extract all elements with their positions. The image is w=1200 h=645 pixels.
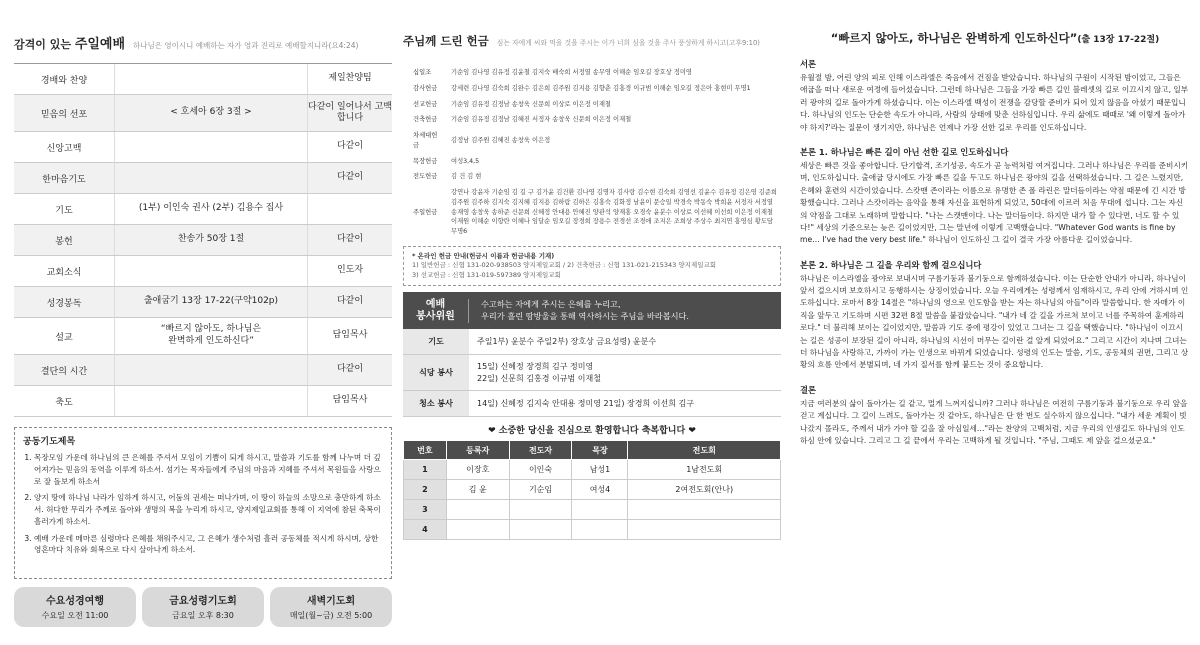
prayer-title: 공동기도제목 [23, 437, 76, 447]
offering-column [403, 0, 781, 645]
prayer-box [14, 427, 392, 579]
sermon-section [800, 259, 1190, 372]
worship-item-detail [114, 318, 308, 354]
offering-names: 기순임 김유정 김정남 송창욱 신문희 이상로 이은정 이재철 [451, 100, 611, 108]
worship-title-prefix: 감격이 있는 [14, 38, 71, 51]
table-cell: 4 [404, 520, 447, 540]
worship-row [14, 194, 392, 225]
table-row [404, 500, 781, 520]
worship-item-detail [114, 287, 308, 317]
worship-row [14, 386, 392, 417]
table-cell [572, 520, 628, 540]
worship-item-label: 축도 [55, 397, 73, 408]
table-cell [572, 500, 628, 520]
worship-row [14, 95, 392, 132]
meeting-buttons [14, 587, 392, 627]
table-row [404, 460, 781, 480]
offering-label: 주일헌금 [413, 208, 438, 216]
meeting-button[interactable] [142, 587, 264, 627]
worship-row [14, 132, 392, 163]
worship-item-leader: 담임목사 [332, 395, 368, 406]
sermon-reference: (출 13장 17-22절) [1077, 35, 1160, 45]
table-cell: 1남전도회 [628, 460, 781, 480]
offering-names: 여성3,4,5 [451, 157, 480, 165]
worship-row [14, 318, 392, 355]
sermon-title-text: “빠르지 않아도, 하나님은 완벽하게 인도하신다” [830, 31, 1078, 45]
worship-title-main: 주일예배 [74, 37, 126, 52]
offering-names: 기순임 김유정 김정남 김혜진 서정자 송창욱 신문희 이은정 이재철 [451, 116, 632, 124]
table-cell: 2 [404, 480, 447, 500]
sermon-section-heading: 본론 1. 하나님은 빠른 길이 아닌 선한 길로 인도하십니다 [800, 146, 1009, 157]
sermon-section-body: 하나님은 이스라엘을 광야로 보내시며 구름기둥과 불기둥으로 함께하셨습니다. 이는 단순한 안내가 아니라, 하나님이 앞서 걸으시며 보호하시고 동행하시는 상징이었습니다. 오늘 우리에게는 성령께서 임재하시고, 우리 안에 거하시며 인도하십니다. 로마서 8장 14절은 "하나님의 영으로 인도함을 받는 자는 하나님의 아들"이라 말씀합니다. 한 자매가 이직을 앞두고 기도하며 시편 32편 8절 말씀을 붙잡았습니다. "내가 네 갈 길을 가르쳐 보이고 너를 주목하여 훈계하리로다." 더 불리해 보이는 길이었지만, 말씀과 기도 중에 평강이 있었고 그녀는 그 길을 택했습니다. "하나님이 이끄시는 길은 성공이 보장된 길이 아니라, 하나님의 시선이 머무는 길이란 걸 알게 되었어요." 그리고 시간이 지나며 그녀는 더 하나님을 사랑하고, 가까이 가는 인생으로 바뀌게 되었습니다. 성령의 인도는 말씀, 기도, 공동체의 권면, 그리고 상황의 흐름 안에서 분별되며, 네 가지 질서를 함께 붙드는 것이 중요합니다. [800, 273, 1189, 370]
worship-item-detail-text: 출애굽기 13장 17-22(구약102p) [143, 296, 279, 307]
worship-item-leader: 담임목사 [332, 330, 368, 341]
table-header-cell: 등록자 [446, 441, 509, 460]
worship-item-label: 경배와 찬양 [40, 75, 88, 86]
table-cell: 3 [404, 500, 447, 520]
worship-item-label: 교회소식 [46, 267, 82, 278]
table-cell: 이인숙 [509, 460, 572, 480]
table-header-cell: 전도자 [509, 441, 572, 460]
offering-row [403, 97, 781, 113]
worship-item-detail [114, 132, 308, 162]
worship-item-detail [114, 64, 308, 94]
prayer-list [23, 452, 383, 556]
meeting-button-time: 금요일 오후 8:30 [172, 611, 234, 620]
worship-item-label: 결단의 시간 [40, 366, 88, 377]
worship-header [14, 0, 392, 52]
service-message-2: 우리가 흘린 땀방울을 통해 역사하시는 주님을 바라봅시다. [481, 310, 690, 321]
worship-item-leader: 다같이 [336, 364, 364, 375]
offering-label: 선교헌금 [413, 100, 438, 108]
meeting-button[interactable] [14, 587, 136, 627]
worship-item-detail [114, 355, 308, 385]
sermon-section-body: 유월절 밤, 어린 양의 피로 인해 이스라엘은 죽음에서 건짐을 받았습니다. 하나님의 구원이 시작된 밤이었고, 그들은 애굽을 떠나 새로운 여정에 들어섰습니다. 그런데 하나님은 그들을 가장 빠른 길인 블레셋의 길로 이끄시지 않고, 일부러 광야의 길로 돌아가게 하셨습니다. 이는 이스라엘 백성이 전쟁을 감당할 준비가 되어 있지 않음을 아셨기 때문입니다. 하나님의 인도는 단순한 속도가 아니라, 사람의 상태에 맞춘 선하심입니다. 우리 삶에도 때때로 '왜 이렇게 돌아가야 하지?'라는 질문이 생기지만, 하나님은 언제나 가장 선한 길로 우리를 인도하십니다. [800, 73, 1189, 132]
worship-item-leader: 인도자 [336, 265, 364, 276]
online-offering-notice [403, 246, 781, 286]
meeting-button-title: 금요성령기도회 [169, 596, 237, 607]
table-header-cell: 전도회 [628, 441, 781, 460]
table-cell [509, 500, 572, 520]
prayer-item: 3. 예배 가운데 메마른 심령마다 은혜를 채워주시고, 그 은혜가 생수처럼 흘러 공동체를 적시게 하시며, 상한 영혼마다 치유와 회복으로 다시 살아나게 하소서. [34, 533, 383, 557]
service-row [403, 391, 781, 417]
offering-label: 십일조 [413, 69, 432, 76]
service-label [403, 299, 469, 323]
sermon-section-body: 세상은 빠른 것을 좋아합니다. 단기합격, 조기성공, 속도가 곧 능력처럼 여겨집니다. 그러나 하나님은 우리를 준비시키며, 인도하십니다. 출애굽 당시에도 가장 빠른 길을 두고도 하나님은 광야의 길을 선택하셨습니다. 그 길은 느렸지만, 은혜와 훈련의 시간이었습니다. 스캇맨 존이라는 이름으로 유명한 존 폴 라린은 말더듬이라는 약점 때문에 긴 시간 방황했습니다. 그러나 스캇이라는 음악을 통해 자신을 표현하게 되었고, 50대에 이르러 처음 무대에 섭니다. 그는 자신의 약점을 그대로 노래하며 말합니다. "나는 스캣맨이다. 나는 말더듬이다. 하지만 내가 할 수 있다면, 너도 할 수 있다!" 세상의 기준으로는 늦은 길이었지만, 그는 말년에 이렇게 고백했습니다. "Whatever God wants is fine by me… I've had the very best life." 하나님이 인도하신 그 길이 결국 가장 아름다운 길이었습니다. [800, 160, 1189, 245]
worship-item-label: 성경봉독 [46, 298, 82, 309]
offering-verse: 심는 자에게 씨와 먹을 것을 주시는 이가 너희 심을 것을 주사 풍성하게 하시고(고후9:10) [496, 39, 760, 47]
offering-label: 건축헌금 [413, 116, 438, 124]
prayer-item: 1. 목장모임 가운데 하나님의 큰 은혜를 주셔서 모임이 기쁨이 되게 하시고, 말씀과 기도를 함께 나누며 더 깊어져가는 믿음의 동역을 이루게 하소서. 섬기는 목자들에게 주님의 마음과 지혜를 주셔서 목원들을 사랑으로 잘 돌보게 하소서 [34, 452, 383, 487]
worship-row [14, 225, 392, 256]
sermon-column [800, 0, 1190, 645]
table-cell: 김 윤 [446, 480, 509, 500]
table-cell [446, 500, 509, 520]
newcomer-table [403, 440, 781, 540]
table-row [404, 520, 781, 540]
meeting-button[interactable] [270, 587, 392, 627]
worship-item-leader: 다같이 [336, 141, 364, 152]
service-header [403, 292, 781, 329]
worship-row [14, 287, 392, 318]
offering-list [403, 65, 781, 240]
service-label-2: 봉사위원 [416, 310, 455, 322]
sermon-section [800, 58, 1190, 134]
table-cell [628, 520, 781, 540]
table-cell [509, 520, 572, 540]
newcomer-table-header [404, 441, 781, 460]
worship-item-detail-text: “빠르지 않아도, 하나님은 완벽하게 인도하신다” [160, 324, 262, 346]
offering-names: 강세련 김나영 김숙희 김완수 김은희 김주원 김지용 김향춘 김홍경 이규범 이해순 임오길 정은아 홍현미 무명1 [451, 84, 751, 92]
table-cell [446, 520, 509, 540]
worship-item-detail-text: 찬송가 50장 1절 [177, 234, 245, 245]
table-cell: 여성4 [572, 480, 628, 500]
worship-item-detail [114, 95, 308, 131]
meeting-button-time: 수요일 오전 11:00 [41, 611, 109, 620]
offering-row [403, 81, 781, 97]
sermon-section-heading: 본론 2. 하나님은 그 길을 우리와 함께 걸으십니다 [800, 259, 982, 270]
welcome-banner: ❤ 소중한 당신을 진심으로 환영합니다 축복합니다 ❤ [488, 426, 696, 437]
service-row [403, 355, 781, 391]
worship-item-leader: 제일찬양팀 [328, 73, 372, 84]
sermon-section-body: 지금 여러분의 삶이 돌아가는 길 같고, 멀게 느껴지십니까? 그러나 하나님은 여전히 구름기둥과 불기둥으로 우리 앞을 걷고 계십니다. 그 길이 느려도, 돌아가는 것 같아도, 하나님은 단 한 번도 실수하지 않으십니다. "내가 세운 계획이 빗나갔지 몰라도, 주께서 내가 가야 할 길을 잘 아심일세…"라는 찬양의 고백처럼, 지금 우리의 인생길도 하나님의 인도하심 안에 있습니다. 그리고 그 길 끝에서 우리는 고백하게 될 것입니다. "주님, 그때도 제 앞을 걸으셨군요." [800, 398, 1188, 445]
table-cell: 남성1 [572, 460, 628, 480]
service-message [469, 299, 781, 321]
service-row-text: 14일) 신혜정 김지숙 안대용 정미영 21일) 장경희 이선희 김구 [477, 398, 694, 408]
sermon-section-heading: 서론 [800, 59, 817, 69]
offering-names: 강연나 강윤자 기순임 김 길 구 김가윤 김건환 김나영 김명자 김사랑 김수현 김숙희 김영선 김윤수 김유정 김은영 김준희 김주원 김주하 김지숙 김지혜 김지용 김하람 김하은 김홍숙 김화정 남윤이 문승일 박경숙 박동숙 박희윤 서정자 서정열 송재영 송창욱 송하준 신문희 신혜정 안대용 안혜진 양관석 양재홍 오경숙 윤분수 이상로 이선혜 이선희 이은정 이재철 이재원 이해순 이향란 이혜나 임달순 임오길 장경희 장용수 전경선 조경애 조지은 조희상 주상수 최지연 홍영심 황도담 무명6 [451, 189, 778, 235]
table-cell: 2여전도회(안나) [628, 480, 781, 500]
offering-row [403, 169, 781, 185]
worship-item-label: 한마음기도 [42, 174, 86, 185]
offering-names: 김 건 김 현 [451, 173, 482, 181]
worship-row [14, 163, 392, 194]
table-row [404, 480, 781, 500]
notice-title: * 온라인 헌금 안내(헌금시 이름과 헌금내용 기재) [412, 251, 555, 260]
worship-verse: 하나님은 영이시니 예배하는 자가 영과 진리로 예배할지니라(요4:24) [133, 41, 359, 50]
worship-item-detail-text: (1부) 이인숙 권사 (2부) 김용수 집사 [138, 203, 284, 214]
offering-label: 차세대헌금 [413, 132, 438, 149]
worship-item-label: 신앙고백 [46, 143, 82, 154]
service-row-label: 기도 [403, 329, 469, 354]
service-row-text: 주일1부) 윤분수 주일2부) 장호상 금요성령) 윤분수 [477, 336, 657, 346]
meeting-button-title: 수요성경여행 [46, 596, 104, 607]
sermon-section [800, 146, 1190, 247]
offering-label: 목장헌금 [413, 157, 438, 165]
worship-item-leader: 다같이 일어나서 고백합니다 [308, 101, 392, 123]
worship-item-detail [114, 163, 308, 193]
worship-row [14, 256, 392, 287]
sermon-section-heading: 결론 [800, 384, 817, 395]
worship-item-detail-text: < 호세아 6장 3절 > [170, 107, 252, 118]
notice-line-2: 3) 선교헌금 : 신협 131-019-597389 양지제일교회 [412, 270, 561, 279]
sermon-title [800, 0, 1190, 46]
table-cell: 이장호 [446, 460, 509, 480]
meeting-button-time: 매일(월~금) 오전 5:00 [289, 611, 373, 620]
service-row [403, 329, 781, 355]
prayer-item: 2. 양지 땅에 하나님 나라가 임하게 하시고, 어둠의 권세는 떠나가며, 이 땅이 하늘의 소망으로 충만하게 하소서. 허다한 무리가 주께로 돌아와 생명의 복을 누리게 하시고, 양지제일교회를 통해 이 지역에 참된 축복이 흘러가게 하소서. [34, 492, 383, 527]
table-cell: 1 [404, 460, 447, 480]
worship-row [14, 355, 392, 386]
notice-line-1: 1) 일반헌금 : 신협 131-020-938503 양지제일교회 / 2) 건축헌금 : 신협 131-021-215343 양지제일교회 [412, 261, 717, 270]
worship-item-label: 믿음의 선포 [40, 109, 88, 120]
worship-row [14, 64, 392, 95]
offering-row [403, 154, 781, 170]
sermon-body [800, 58, 1190, 447]
sermon-section [800, 384, 1190, 448]
offering-title: 주님께 드린 헌금 [403, 34, 489, 48]
offering-label: 전도헌금 [413, 173, 438, 181]
service-message-1: 수고하는 자에게 주시는 은혜를 누리고, [481, 299, 621, 310]
meeting-button-title: 새벽기도회 [306, 596, 356, 607]
table-cell: 기순임 [509, 480, 572, 500]
service-label-1: 예배 [425, 298, 446, 310]
table-cell [628, 500, 781, 520]
table-header-cell: 번호 [404, 441, 447, 460]
offering-names: 기순임 김나영 김유정 김윤철 김지숙 배숙희 서정열 송무영 이해순 임오길 장호상 정미영 [451, 69, 692, 76]
worship-order-table [14, 63, 392, 417]
offering-row [403, 65, 781, 81]
worship-item-detail [114, 386, 308, 416]
offering-row [403, 112, 781, 128]
worship-title [14, 33, 125, 52]
offering-header [403, 0, 781, 49]
service-row-label: 청소 봉사 [403, 391, 469, 416]
worship-item-leader: 다같이 [336, 234, 364, 245]
worship-item-label: 기도 [55, 205, 73, 216]
offering-row [403, 185, 781, 240]
offering-label: 감사헌금 [413, 84, 438, 92]
offering-names: 김정남 김주원 김혜진 송창욱 이은정 [451, 136, 551, 144]
worship-item-leader: 다같이 [336, 172, 364, 183]
worship-item-detail [114, 194, 308, 224]
service-rows [403, 329, 781, 417]
service-row-label: 식당 봉사 [403, 355, 469, 390]
worship-item-label: 설교 [55, 332, 73, 343]
worship-item-detail [114, 225, 308, 255]
worship-column [14, 0, 392, 645]
worship-item-detail [114, 256, 308, 286]
service-row-text: 15일) 신혜정 장경희 김구 정미영 22일) 신문희 김홍경 이규범 이재철 [477, 361, 601, 383]
worship-item-leader: 다같이 [336, 296, 364, 307]
worship-item-label: 봉헌 [55, 236, 73, 247]
newcomer-table-body [404, 460, 781, 540]
offering-row [403, 128, 781, 154]
table-header-cell: 목장 [572, 441, 628, 460]
